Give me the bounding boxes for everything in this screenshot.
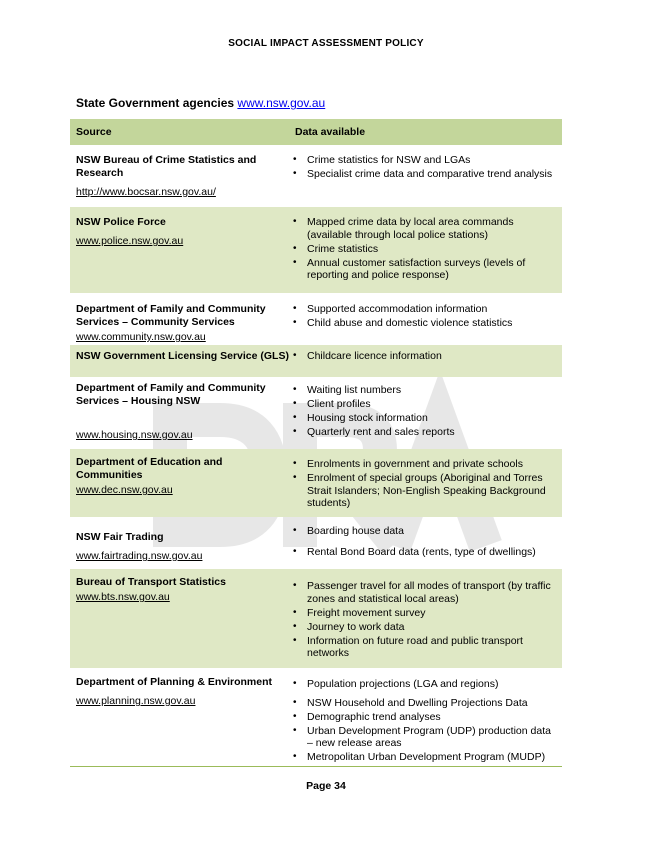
row-url[interactable]: www.community.nsw.gov.au <box>76 331 206 343</box>
list-item: • Supported accommodation information <box>289 303 556 316</box>
row-url[interactable]: www.bts.nsw.gov.au <box>76 591 170 603</box>
list-item: • Crime statistics for NSW and LGAs <box>289 154 556 167</box>
table-row <box>70 517 562 569</box>
row-org: Department of Planning & Environment <box>76 676 273 688</box>
list-item: • NSW Household and Dwelling Projections Data <box>289 697 556 710</box>
row-org: NSW Fair Trading <box>76 531 164 543</box>
list-item: • Crime statistics <box>289 243 556 256</box>
section-link[interactable]: www.nsw.gov.au <box>237 96 326 110</box>
table-row <box>70 145 562 207</box>
list-item: • Mapped crime data by local area commands (available through local police stations) <box>289 216 556 241</box>
list-item: • Childcare licence information <box>289 350 556 363</box>
list-item: • Child abuse and domestic violence statistics <box>289 317 556 330</box>
list-item: • Freight movement survey <box>289 607 556 620</box>
table-row <box>70 293 562 345</box>
list-item: • Boarding house data <box>289 525 556 538</box>
document-header: SOCIAL IMPACT ASSESSMENT POLICY <box>228 38 424 49</box>
table-row <box>70 207 562 293</box>
row-org: Department of Education and Communities <box>76 456 223 481</box>
row-url[interactable]: http://www.bocsar.nsw.gov.au/ <box>76 186 216 198</box>
row-url[interactable]: www.dec.nsw.gov.au <box>76 484 173 496</box>
row-org: NSW Bureau of Crime Statistics and Research <box>76 154 257 179</box>
list-item: • Metropolitan Urban Development Program (MUDP) <box>289 751 556 764</box>
row-org: Department of Family and Community Services – Housing NSW <box>76 382 266 407</box>
row-org: NSW Government Licensing Service (GLS) <box>76 350 289 362</box>
list-item: • Enrolments in government and private schools <box>289 458 556 471</box>
list-item: • Annual customer satisfaction surveys (levels of reporting and police response) <box>289 257 556 282</box>
row-url[interactable]: www.police.nsw.gov.au <box>76 235 184 247</box>
list-item: • Passenger travel for all modes of transport (by traffic zones and statistical local areas) <box>289 580 556 605</box>
list-item: • Specialist crime data and comparative trend analysis <box>289 168 556 181</box>
list-item: • Waiting list numbers <box>289 384 556 397</box>
section-title-text: State Government agencies <box>76 96 235 110</box>
row-url[interactable]: www.housing.nsw.gov.au <box>76 429 193 441</box>
list-item: • Housing stock information <box>289 412 556 425</box>
table-row <box>70 345 562 377</box>
row-url[interactable]: www.planning.nsw.gov.au <box>76 695 196 707</box>
list-item: • Population projections (LGA and regions) <box>289 678 556 691</box>
page-number: Page 34 <box>306 780 346 792</box>
table-bottom-rule <box>70 766 562 767</box>
table-header <box>70 119 562 145</box>
header-source: Source <box>76 126 112 138</box>
table-row <box>70 569 562 668</box>
list-item: • Client profiles <box>289 398 556 411</box>
table-row <box>70 449 562 517</box>
list-item: • Enrolment of special groups (Aboriginal and Torres Strait Islanders; Non-English Speaking Background students) <box>289 472 556 510</box>
data-table <box>70 119 562 764</box>
row-org: NSW Police Force <box>76 216 166 228</box>
list-item: • Rental Bond Board data (rents, type of dwellings) <box>289 546 556 559</box>
table-row <box>70 668 562 764</box>
section-title <box>76 96 325 110</box>
list-item: • Urban Development Program (UDP) production data – new release areas <box>289 725 556 750</box>
row-org: Department of Family and Community Services – Community Services <box>76 303 266 328</box>
list-item: • Information on future road and public transport networks <box>289 635 556 660</box>
list-item: • Quarterly rent and sales reports <box>289 426 556 439</box>
row-org: Bureau of Transport Statistics <box>76 576 226 588</box>
header-data: Data available <box>295 126 366 138</box>
list-item: • Demographic trend analyses <box>289 711 556 724</box>
row-url[interactable]: www.fairtrading.nsw.gov.au <box>76 550 203 562</box>
table-row <box>70 377 562 449</box>
list-item: • Journey to work data <box>289 621 556 634</box>
